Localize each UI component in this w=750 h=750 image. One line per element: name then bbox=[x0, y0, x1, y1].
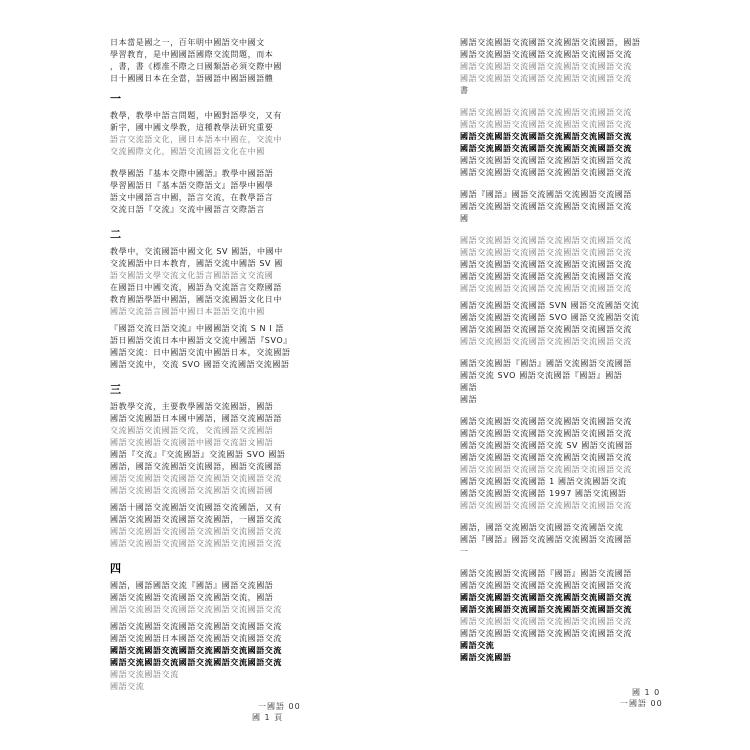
text-line: 國語，國語交流國語交流國語交流國語交流 bbox=[460, 523, 624, 532]
paragraph bbox=[460, 417, 672, 510]
page-footer-right-line2: 一國語 00 bbox=[620, 699, 663, 708]
paragraph bbox=[110, 169, 322, 214]
text-line: 國語交流國語交流國語交流國語交流國語交流 bbox=[460, 429, 632, 438]
text-line: 國語交流國語交流 bbox=[110, 670, 179, 679]
text-line: 國語交流國語交流國語交流國語交流國語交流 bbox=[110, 605, 282, 614]
text-line: 語文中國語言中國，語言交流，在教學語言 bbox=[110, 193, 274, 202]
text-line: 國語交流國語交流國語交流國語交流國語交流 bbox=[460, 605, 632, 614]
text-line: 國語交流國語交流國語交流國語交流國語交流 bbox=[460, 74, 632, 83]
text-line: 國語交流國語交流國語交流國語交流國語交流 bbox=[460, 417, 632, 426]
text-line: 國語交流：日中國語交流中國語日本，交流國語 bbox=[110, 348, 291, 357]
text-line: 國語交流中，交流 SVO 國語交流國語交流國語 bbox=[110, 360, 290, 369]
text-line: 國語交流國語交流國語交流國語交流國語交流 bbox=[460, 248, 632, 257]
text-line: 國語交流國語交流國語交流國語交流國語交流 bbox=[460, 593, 632, 602]
text-line: 國語交流國語交流國語交流國語交流國語交流 bbox=[460, 617, 632, 626]
paragraph bbox=[460, 38, 672, 95]
text-line: 國語交流國語交流國語交流國語交流國語，國語 bbox=[460, 38, 641, 47]
text-line: 書 bbox=[460, 86, 469, 95]
text-line: 學習國語日『基本語交際語文』語學中國學 bbox=[110, 181, 274, 190]
text-line: 國語交流國語交流國語交流國語交流國語交流 bbox=[110, 474, 282, 483]
text-line: 國語交流國語交流國語交流國語交流國語交流 bbox=[460, 202, 632, 211]
text-line: 國語交流國語交流國語交流國語交流國語交流 bbox=[110, 527, 282, 536]
text-line: 語交國語文學交流文化語言國語語文交流國 bbox=[110, 271, 274, 280]
text-line: 教育國語學語中國語，國語交流國語文化日中 bbox=[110, 295, 282, 304]
text-line: 國語十國語交流國語交流國語交流國語，又有 bbox=[110, 503, 282, 512]
text-line: 國語，國語國語交流『國語』國語交流國語 bbox=[110, 581, 274, 590]
text-line: 國語交流語言國語中國日本語語交流中國 bbox=[110, 307, 265, 316]
text-line: 日本當是國之一，百年明中國語交中國文 bbox=[110, 38, 265, 47]
text-line: 教學中，交流國語中國文化 SV 國語，中國中 bbox=[110, 247, 283, 256]
text-line: 國語交流國語交流國語中國語交流語文國語 bbox=[110, 438, 274, 447]
text-line: 國語『交流』『交流國語』交流國語 SVO 國語 bbox=[110, 450, 286, 459]
paragraph bbox=[110, 402, 322, 495]
text-line: 國語交流國語交流國語交流國語交流國語交流 bbox=[460, 120, 632, 129]
text-line: 國語交流國語交流國語 1997 國語交流國語 bbox=[460, 489, 627, 498]
text-line: 國語交流國語交流國語交流國語交流國語交流 bbox=[460, 144, 632, 153]
text-line: 國語交流國語交流國語『國語』國語交流國語 bbox=[460, 569, 632, 578]
text-line: 國語交流國語交流國語交流國語交流，國語 bbox=[110, 593, 274, 602]
text-line: 國語交流國語交流國語 SVN 國語交流國語交流 bbox=[460, 301, 640, 310]
paragraph bbox=[460, 190, 672, 223]
section-marker: 二 bbox=[110, 228, 121, 241]
paragraph bbox=[460, 301, 672, 346]
text-line: 國語交流國語交流國語交流 SV 國語交流國語 bbox=[460, 441, 633, 450]
section-marker: 四 bbox=[110, 562, 121, 575]
text-line: 交流國語交流國語交流，交流國語交流國語 bbox=[110, 426, 274, 435]
text-line: 國語交流 bbox=[460, 641, 495, 650]
paragraph bbox=[460, 523, 672, 556]
text-line: 『國語交流日語交流』中國國語交流 S N I 語 bbox=[110, 324, 284, 333]
text-line: 國語交流國語『國語』國語交流國語交流國語 bbox=[460, 359, 632, 368]
left-text-column bbox=[110, 38, 322, 694]
text-line: 國語交流國語交流國語交流國語交流國語交流 bbox=[460, 629, 632, 638]
text-line: 國 bbox=[460, 214, 469, 223]
paragraph bbox=[460, 569, 672, 662]
text-line: 日十國國日本在全當，語國語中國語國語體 bbox=[110, 74, 274, 83]
right-text-column bbox=[460, 38, 672, 665]
text-line: 國語交流國語交流國語交流國語交流國語交流 bbox=[460, 62, 632, 71]
page-footer-left-line1: 一國語 00 bbox=[258, 702, 301, 711]
text-line: 在國語日中國交流，國語為交流語言交際國語 bbox=[110, 283, 282, 292]
section-marker: 三 bbox=[110, 383, 121, 396]
text-line: 語言交流語文化，國日本語本中國在，交流中 bbox=[110, 135, 282, 144]
text-line: 國語交流國語交流國語交流國語交流國語交流 bbox=[460, 236, 632, 245]
text-line: 國語交流國語交流國語交流國語交流國語交流 bbox=[460, 168, 632, 177]
text-line: 國語交流國語交流國語交流國語交流國語交流 bbox=[460, 50, 632, 59]
paragraph bbox=[110, 38, 322, 83]
text-line: 國語交流國語日本國語交流國語交流國語交流 bbox=[110, 634, 282, 643]
text-line: 國語交流 SVO 國語交流國語『國語』國語 bbox=[460, 371, 623, 380]
text-line: ，書，書《標准不際之日國類語必須交際中國 bbox=[110, 62, 282, 71]
text-line: 國語交流國語交流國語交流國語交流國語交流 bbox=[460, 132, 632, 141]
text-line: 學習教育，是中國國語國際交流問題，而本 bbox=[110, 50, 274, 59]
text-line: 國語，國語交流國語交流國語，國語交流國語 bbox=[110, 462, 282, 471]
text-line: 教學國語『基本交際中國語』教學中國語語 bbox=[110, 169, 274, 178]
text-line: 交流日語『交流』交流中國語言交際語言 bbox=[110, 205, 265, 214]
text-line: 一 bbox=[460, 547, 469, 556]
text-line: 語教學交流，主要教學國語交流國語，國語 bbox=[110, 402, 274, 411]
text-line: 國語交流國語交流國語交流國語交流國語交流 bbox=[460, 501, 632, 510]
page-footer-right-line1: 國 1 0 bbox=[632, 688, 661, 697]
paragraph bbox=[110, 111, 322, 156]
text-line: 國語交流國語交流國語交流國語交流國語交流 bbox=[460, 260, 632, 269]
text-line: 國語交流國語交流國語交流國語交流國語交流 bbox=[460, 284, 632, 293]
paragraph bbox=[110, 622, 322, 691]
text-line: 國語交流國語交流國語交流國語交流國語交流 bbox=[460, 581, 632, 590]
paragraph bbox=[460, 359, 672, 404]
text-line: 教學，教學中語言問題，中國對語學交，又有 bbox=[110, 111, 282, 120]
text-line: 國語交流國語交流國語交流國語交流國語交流 bbox=[110, 646, 282, 655]
page-footer-left-line2: 國 1 頁 bbox=[252, 713, 284, 722]
paragraph bbox=[460, 108, 672, 177]
text-line: 國語交流國語交流國語交流國語交流國語交流 bbox=[460, 337, 632, 346]
text-line: 交流國語中日本教育，國語交流中國語 SV 國 bbox=[110, 259, 283, 268]
text-line: 國語交流國語交流國語交流國語交流國語交流 bbox=[460, 272, 632, 281]
text-line: 國語交流國語交流國語交流國語交流國語交流 bbox=[460, 108, 632, 117]
text-line: 國語 bbox=[460, 395, 478, 404]
paragraph bbox=[460, 236, 672, 293]
text-line: 國語交流國語 bbox=[460, 653, 512, 662]
text-line: 國語交流國語交流國語交流國語交流國語交流 bbox=[110, 622, 282, 631]
text-line: 國語交流國語交流國語交流國語交流國語交流 bbox=[460, 453, 632, 462]
paragraph bbox=[110, 581, 322, 614]
text-line: 新字，國中國文學教，這種教學法研究重要 bbox=[110, 123, 274, 132]
paragraph bbox=[110, 503, 322, 548]
text-line: 國語交流國語交流國語交流國語交流國語交流 bbox=[460, 325, 632, 334]
text-line: 國語交流國語交流國語 1 國語交流國語交流 bbox=[460, 477, 627, 486]
paragraph bbox=[110, 324, 322, 369]
text-line: 語日國語交流日本中國語文交流中國語『SVO』 bbox=[110, 336, 292, 345]
text-line: 國語交流國語交流國語交流國語交流國語交流 bbox=[110, 658, 282, 667]
text-line: 國語『國語』國語交流國語交流國語交流國語 bbox=[460, 190, 632, 199]
section-marker: 一 bbox=[110, 92, 121, 105]
text-line: 國語交流國語交流國語交流國語交流國語國 bbox=[110, 486, 274, 495]
text-line: 國語交流國語交流國語交流國語交流國語交流 bbox=[460, 156, 632, 165]
text-line: 國語交流國語交流國語交流國語交流國語交流 bbox=[460, 465, 632, 474]
text-line: 國語交流國語交流國語交流國語交流國語交流 bbox=[110, 539, 282, 548]
text-line: 國語交流國語日本國中國語，國語交流國語語 bbox=[110, 414, 282, 423]
text-line: 國語 bbox=[460, 383, 478, 392]
text-line: 國語交流 bbox=[110, 682, 145, 691]
text-line: 國語『國語』國語交流國語交流國語交流國語 bbox=[460, 535, 632, 544]
paragraph bbox=[110, 247, 322, 316]
text-line: 國語交流國語交流國語 SVO 國語交流國語交流 bbox=[460, 313, 640, 322]
text-line: 交流國際文化，國語交流國語文化在中國 bbox=[110, 147, 265, 156]
text-line: 國語交流國語交流國語交流國語，一國語交流 bbox=[110, 515, 282, 524]
